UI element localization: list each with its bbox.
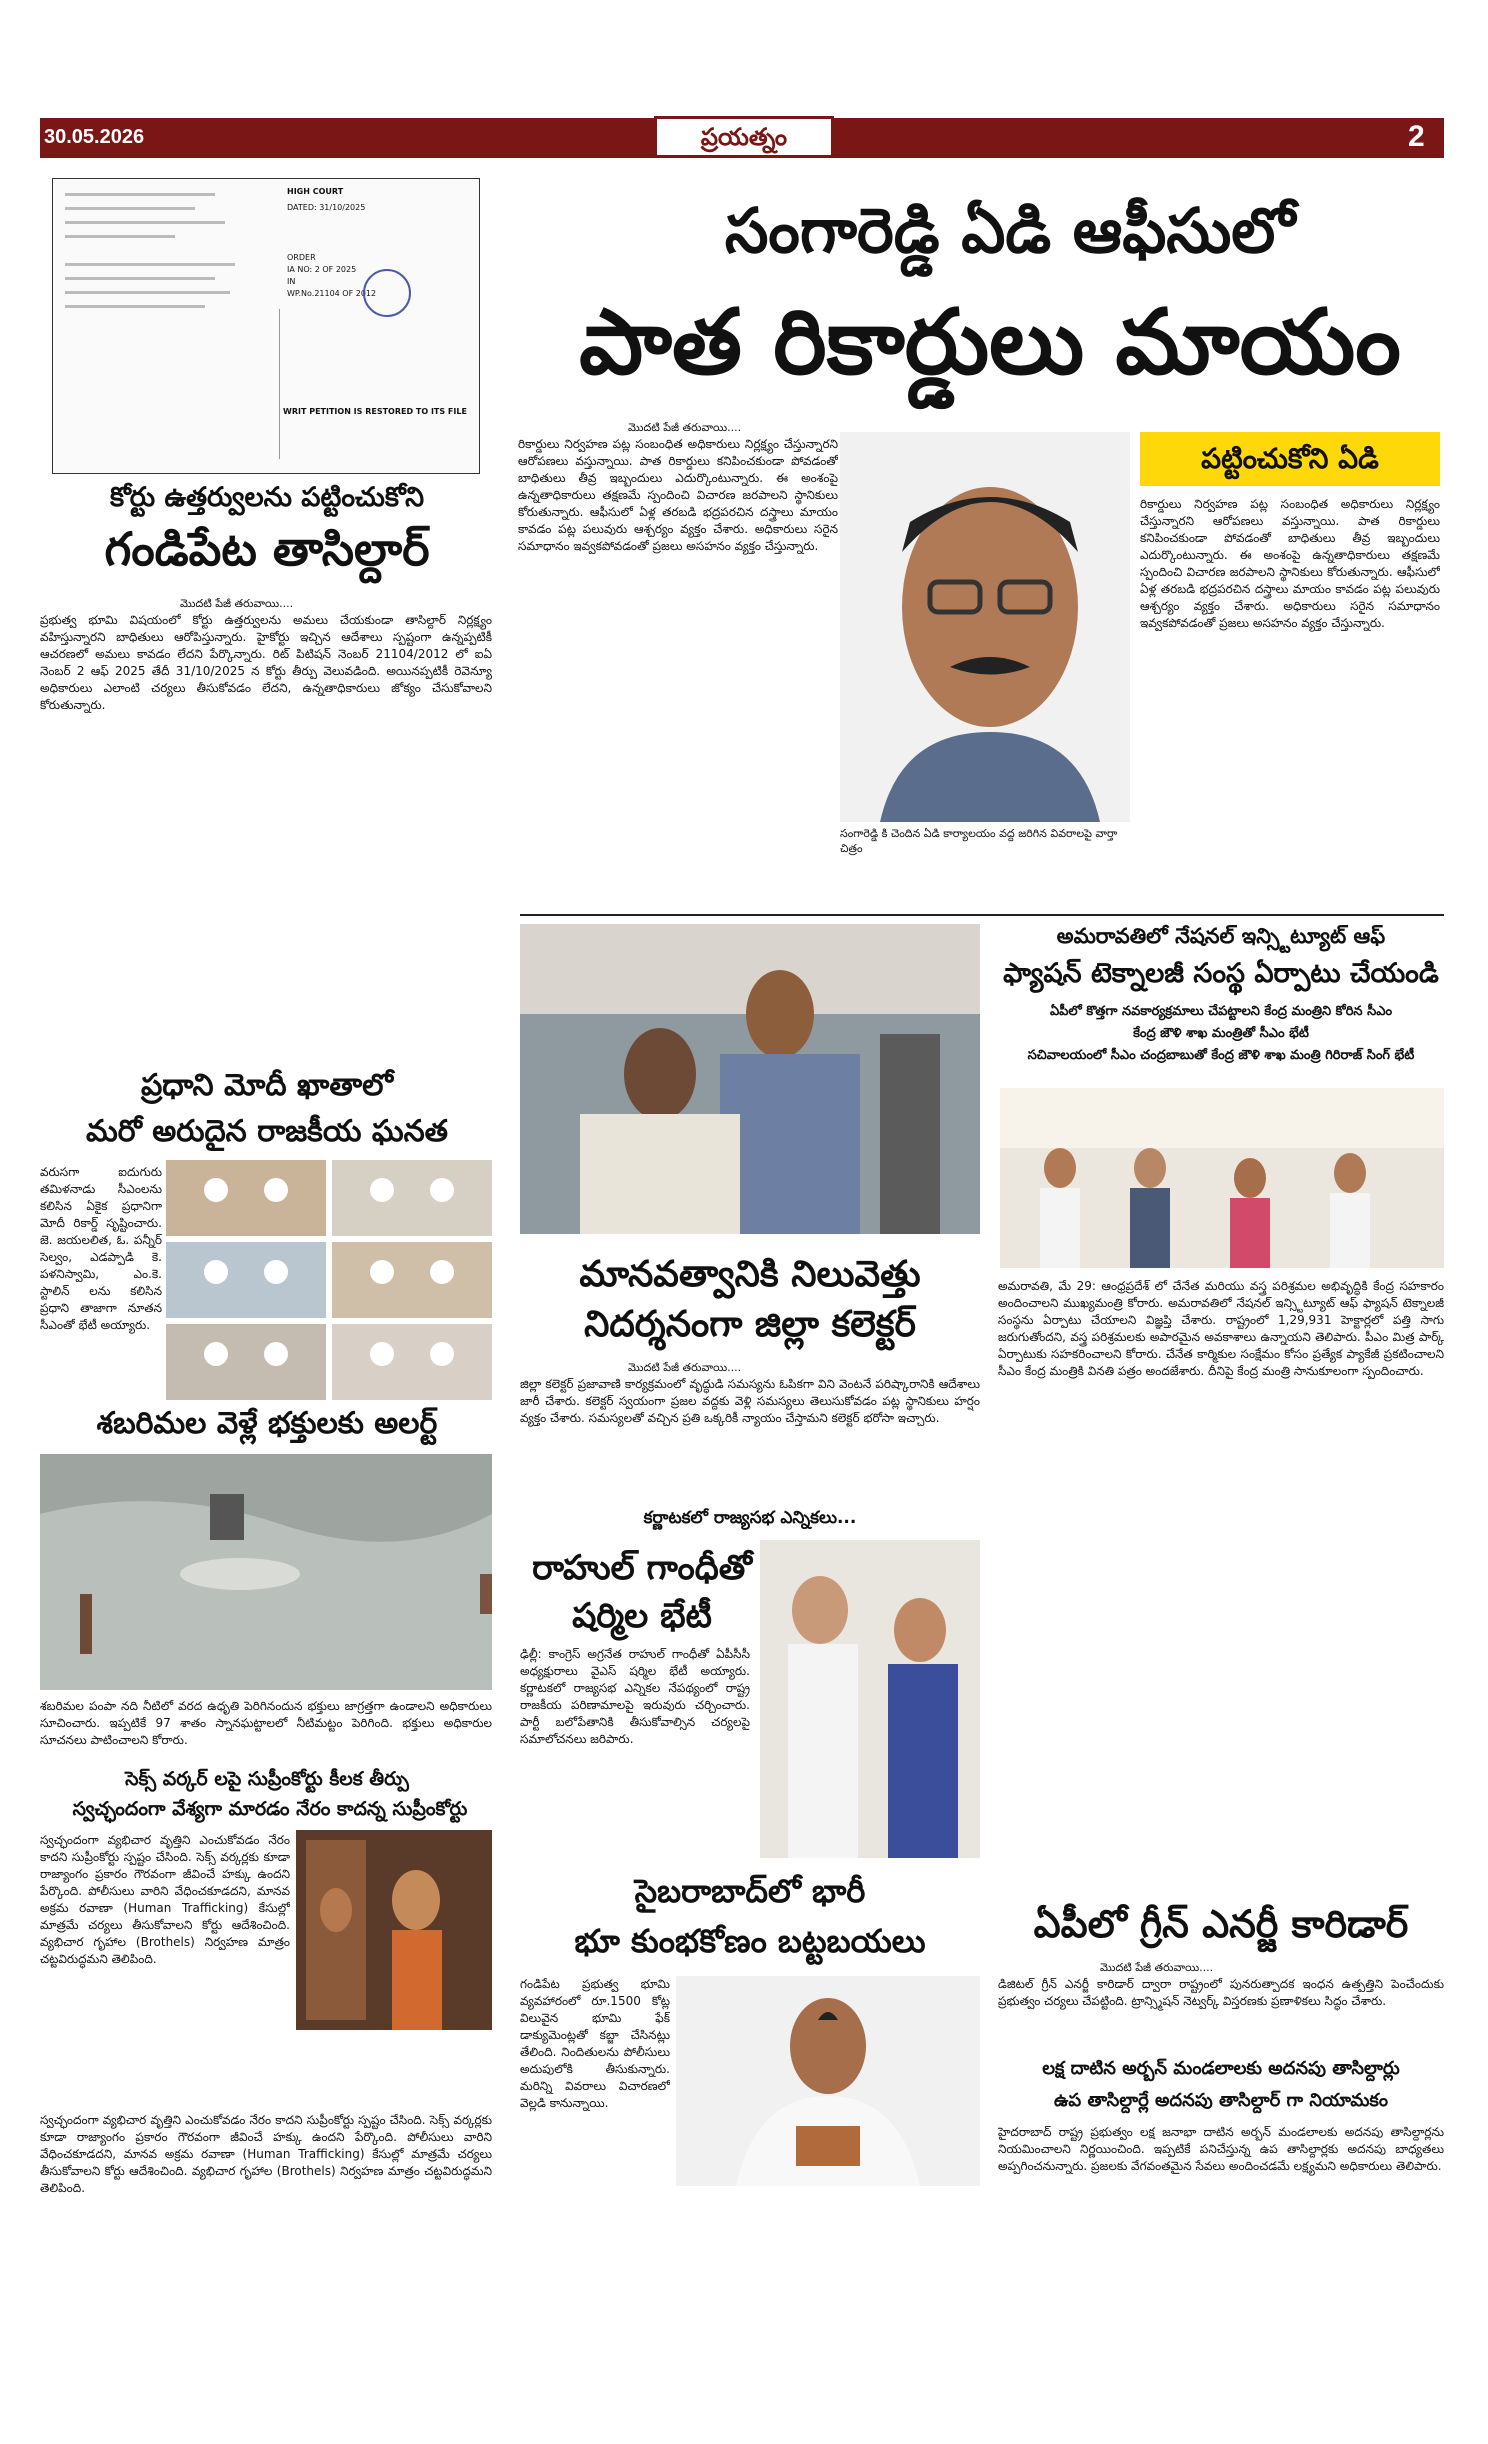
main-body: రికార్డులు నిర్వహణ పట్ల సంబంధిత అధికారులు నిర్లక్ష్యం చేస్తున్నారని ఆరోపణలు వస్తున్నాయి. పాత రికార్డులు కనిపించకుండా పోవడంతో బాధితులు తీవ్ర ఇబ్బందులు ఎదుర్కొంటున్నారు. ఈ అంశంపై ఉన్నతాధికారులు తక్షణమే స్పందించి విచారణ జరపాలని స్థానికులు కోరుతున్నారు. ఆఫీసులో ఏళ్ల తరబడి భద్రపరచిన దస్త్రాలు మాయం కావడం పట్ల పలువురు ఆశ్చర్యం వ్యక్తం చేశారు. అధికారులు సరైన సమాధానం ఇవ్వకపోవడంతో ప్రజలు అసహనం వ్యక్తం చేస్తున్నారు.	[518, 437, 838, 553]
gandipet-headline-2: గండిపేట తాసిల్దార్	[104, 522, 430, 576]
doc-order: ORDER	[287, 253, 316, 262]
modi-photo-collage	[166, 1160, 492, 1400]
rahul-kicker: కర్ణాటకలో రాజ్యసభ ఎన్నికలు...	[643, 1508, 857, 1528]
paper-logo: ప్రయత్నం	[654, 116, 834, 158]
supreme-headline-2: స్వచ్ఛందంగా వేశ్యగా మారడం నేరం కాదన్న సుప్రీంకోర్టు	[72, 1798, 468, 1820]
main-kicker: మొదటి పేజీ తరువాయి....	[628, 421, 742, 434]
collector-body: జిల్లా కలెక్టర్ ప్రజావాణి కార్యక్రమంలో వృద్ధుడి సమస్యను ఓపికగా విని వెంటనే పరిష్కారానికి ఆదేశాలు జారీ చేశారు. కలెక్టర్ స్వయంగా ప్రజల వద్దకు వెళ్లి సమస్యలు తెలుసుకోవడం పట్ల స్థానికులు హర్షం వ్యక్తం చేశారు. సమస్యలతో వచ్చిన ప్రతి ఒక్కరికీ న్యాయం చేస్తామని కలెక్టర్ భరోసా ఇచ్చారు.	[520, 1377, 980, 1425]
tahsildar-body: హైదరాబాద్ రాష్ట్ర ప్రభుత్వం లక్ష జనాభా దాటిన అర్బన్ మండలాలకు అదనపు తాసిల్దార్లను నియమించాలని నిర్ణయించింది. ఇప్పటికే పనిచేస్తున్న ఉప తాసిల్దార్లకు అదనపు బాధ్యతలు అప్పగించనున్నారు. ప్రజలకు వేగవంతమైన సేవలు అందించడమే లక్ష్యమని అధికారులు తెలిపారు.	[998, 2125, 1444, 2173]
collector-kicker: మొదటి పేజీ తరువాయి....	[628, 1361, 742, 1374]
rahul-headline-2: షర్మిల భేటీ	[572, 1596, 712, 1636]
tahsildar-headline-1: లక్ష దాటిన అర్బన్ మండలాలకు అదనపు తాసిల్దార్లు	[1042, 2058, 1400, 2079]
tahsildar-headline-2: ఉప తాసిల్దార్లే అదనపు తాసిల్దార్ గా నియామకం	[1054, 2090, 1388, 2111]
green-body: డిజిటల్ గ్రీన్ ఎనర్జీ కారిడార్ ద్వారా రాష్ట్రంలో పునరుత్పాదక ఇంధన ఉత్పత్తిని పెంచేందుకు ప్రభుత్వం చర్యలు చేపట్టింది. ట్రాన్స్మిషన్ నెట్వర్క్ విస్తరణకు ప్రణాళికలు సిద్ధం చేశారు.	[998, 1977, 1444, 2008]
green-kicker: మొదటి పేజీ తరువాయి....	[1100, 1961, 1214, 1974]
gandipet-headline-1: కోర్టు ఉత్తర్వులను పట్టించుకోని	[109, 482, 425, 513]
page-number: 2	[1408, 120, 1425, 153]
main-badge: పట్టించుకోని ఏడి	[1140, 432, 1440, 486]
cyberabad-body: గండిపేట ప్రభుత్వ భూమి వ్యవహారంలో రూ.1500 కోట్ల విలువైన భూమి ఫేక్ డాక్యుమెంట్లతో కబ్జా చేసినట్లు తేలింది. నిందితులను పోలీసులు అదుపులోకి తీసుకున్నారు. మరిన్ని వివరాలు విచారణలో వెల్లడి కానున్నాయి.	[520, 1977, 670, 2110]
doc-restored: WRIT PETITION IS RESTORED TO ITS FILE	[283, 407, 467, 416]
cyberabad-headline-2: భూ కుంభకోణం బట్టబయలు	[574, 1922, 926, 1960]
main-headline-top: సంగారెడ్డి ఏడి ఆఫీసులో	[724, 194, 1296, 267]
nift-headline-1: అమరావతిలో నేషనల్ ఇన్స్టిట్యూట్ ఆఫ్	[1056, 924, 1386, 948]
nift-sub-1: ఏపీలో కొత్తగా నవకార్యక్రమాలు చేపట్టాలని కేంద్ర మంత్రిని కోరిన సీఎం	[1049, 1004, 1393, 1019]
nift-meeting-photo	[1000, 1088, 1444, 1268]
doc-ia: IA NO: 2 OF 2025	[287, 265, 357, 274]
supreme-photo	[296, 1830, 492, 2030]
official-caption: సంగారెడ్డి కి చెందిన ఏడి కార్యాలయం వద్ద జరిగిన వివరాలపై వార్తా చిత్రం	[840, 827, 1118, 855]
doc-in: IN	[287, 277, 296, 286]
cyberabad-headline-1: సైబరాబాద్‌లో భారీ	[634, 1872, 866, 1910]
cyberabad-photo	[676, 1976, 980, 2186]
sabarimala-headline: శబరిమల వెళ్లే భక్తులకు అలర్ట్	[96, 1406, 438, 1441]
supreme-body-continued: స్వచ్ఛందంగా వ్యభిచార వృత్తిని ఎంచుకోవడం నేరం కాదని సుప్రీంకోర్టు స్పష్టం చేసింది. సెక్స్ వర్కర్లకు కూడా రాజ్యాంగం ప్రకారం గౌరవంగా జీవించే హక్కు ఉందని పేర్కొంది. పోలీసులు వారిని వేధించకూడదని, మానవ అక్రమ రవాణా (Human Trafficking) కేసుల్లో మాత్రమే చర్యలు తీసుకోవాలని కోర్టు ఆదేశించింది. వ్యభిచార గృహాల (Brothels) నిర్వహణ మాత్రం చట్టవిరుద్ధమని తెలిపింది.	[40, 2113, 492, 2195]
section-divider	[520, 914, 1444, 916]
collector-photo	[520, 924, 980, 1234]
nift-sub-3: సచివాలయంలో సీఎం చంద్రబాబుతో కేంద్ర జౌళి శాఖ మంత్రి గిరిరాజ్ సింగ్ భేటీ	[1027, 1048, 1415, 1063]
collector-headline-2: నిదర్శనంగా జిల్లా కలెక్టర్	[584, 1304, 916, 1345]
rahul-sharmila-photo	[760, 1540, 980, 1858]
gandipet-body: ప్రభుత్వ భూమి విషయంలో కోర్టు ఉత్తర్వులను అమలు చేయకుండా తాసిల్దార్ నిర్లక్ష్యం వహిస్తున్నారని బాధితులు ఆరోపిస్తున్నారు. హైకోర్టు ఇచ్చిన ఆదేశాలు స్పష్టంగా ఉన్నప్పటికీ ఆచరణలో అమలు కావడం లేదని పేర్కొన్నారు. రిట్ పిటిషన్ నెంబర్ 21104/2012 లో ఐఏ నెంబర్ 2 ఆఫ్ 2025 తేదీ 31/10/2025 న కోర్టు తీర్పు వెలువడింది. అయినప్పటికీ రెవెన్యూ అధికారులు ఎలాంటి చర్యలు తీసుకోవడం లేదని, ఉన్నతాధికారులు జోక్యం చేసుకోవాలని కోరుతున్నారు.	[40, 613, 492, 712]
green-headline: ఏపీలో గ్రీన్ ఎనర్జీ కారిడార్	[1033, 1902, 1409, 1946]
sabarimala-body: శబరిమల పంపా నది నీటిలో వరద ఉధృతి పెరిగినందున భక్తులు జాగ్రత్తగా ఉండాలని అధికారులు సూచించారు. ఇప్పటికే 97 శాతం స్నానఘట్టాలలో నీటిమట్టం పెరిగింది. భక్తులు అధికారుల సూచనలు పాటించాలని కోరారు.	[40, 1699, 492, 1747]
supreme-headline-1: సెక్స్ వర్కర్ లపై సుప్రీంకోర్టు కీలక తీర్పు	[125, 1768, 409, 1790]
issue-date: 30.05.2026	[44, 126, 145, 148]
doc-court: HIGH COURT	[287, 187, 344, 196]
main-body-continued: రికార్డులు నిర్వహణ పట్ల సంబంధిత అధికారులు నిర్లక్ష్యం చేస్తున్నారని ఆరోపణలు వస్తున్నాయి. పాత రికార్డులు కనిపించకుండా పోవడంతో బాధితులు తీవ్ర ఇబ్బందులు ఎదుర్కొంటున్నారు. ఈ అంశంపై ఉన్నతాధికారులు తక్షణమే స్పందించి విచారణ జరపాలని స్థానికులు కోరుతున్నారు. ఆఫీసులో ఏళ్ల తరబడి భద్రపరచిన దస్త్రాలు మాయం కావడం పట్ల పలువురు ఆశ్చర్యం వ్యక్తం చేశారు. అధికారులు సరైన సమాధానం ఇవ్వకపోవడంతో ప్రజలు అసహనం వ్యక్తం చేస్తున్నారు.	[1140, 497, 1440, 630]
nift-body: అమరావతి, మే 29: ఆంధ్రప్రదేశ్ లో చేనేత మరియు వస్త్ర పరిశ్రమల అభివృద్ధికి కేంద్ర సహకారం అందించాలని ముఖ్యమంత్రి కోరారు. అమరావతిలో నేషనల్ ఇన్స్టిట్యూట్ ఆఫ్ ఫ్యాషన్ టెక్నాలజీ సంస్థను ఏర్పాటు చేయాలని విజ్ఞప్తి చేశారు. రాష్ట్రంలో 1,29,931 హెక్టార్లలో పత్తి సాగు జరుగుతోందని, వస్త్ర పరిశ్రమలకు అపారమైన అవకాశాలు ఉన్నాయని తెలిపారు. పీఎం మిత్ర పార్క్ ఏర్పాటుకు సహకరించాలని కోరారు. చేనేత కార్మికుల సంక్షేమం కోసం ప్రత్యేక ప్యాకేజీ ప్రకటించాలని సీఎం కేంద్ర మంత్రికి వినతి పత్రం అందజేశారు. దీనిపై కేంద్ర మంత్రి సానుకూలంగా స్పందించారు.	[998, 1279, 1444, 1378]
modi-body: వరుసగా ఐదుగురు తమిళనాడు సీఎంలను కలిసిన ఏకైక ప్రధానిగా మోదీ రికార్డ్ సృష్టించారు. జె. జయలలిత, ఓ. పన్నీర్ సెల్వం, ఎడప్పాడి కె. పళనిస్వామి, ఎం.కె. స్టాలిన్ లను కలిసిన ప్రధాని తాజాగా నూతన సీఎంతో భేటీ అయ్యారు.	[40, 1165, 162, 1332]
court-document-image	[52, 178, 480, 474]
court-stamp	[363, 269, 411, 317]
collector-headline-1: మానవత్వానికి నిలువెత్తు	[579, 1254, 921, 1295]
official-photo	[840, 432, 1130, 822]
main-headline: పాత రికార్డులు మాయం	[579, 290, 1401, 395]
nift-headline-2: ఫ్యాషన్ టెక్నాలజీ సంస్థ ఏర్పాటు చేయండి	[1003, 958, 1439, 989]
sabarimala-photo	[40, 1454, 492, 1690]
supreme-body: స్వచ్ఛందంగా వ్యభిచార వృత్తిని ఎంచుకోవడం నేరం కాదని సుప్రీంకోర్టు స్పష్టం చేసింది. సెక్స్ వర్కర్లకు కూడా రాజ్యాంగం ప్రకారం గౌరవంగా జీవించే హక్కు ఉందని పేర్కొంది. పోలీసులు వారిని వేధించకూడదని, మానవ అక్రమ రవాణా (Human Trafficking) కేసుల్లో మాత్రమే చర్యలు తీసుకోవాలని కోర్టు ఆదేశించింది. వ్యభిచార గృహాల (Brothels) నిర్వహణ మాత్రం చట్టవిరుద్ధమని తెలిపింది.	[40, 1833, 290, 1966]
nift-sub-2: కేంద్ర జౌళి శాఖ మంత్రితో సీఎం భేటీ	[1133, 1026, 1309, 1041]
modi-headline-2: మరో అరుదైన రాజకీయ ఘనత	[86, 1114, 448, 1149]
modi-headline-1: ప్రధాని మోదీ ఖాతాలో	[140, 1068, 394, 1103]
rahul-headline-1: రాహుల్ గాంధీతో	[532, 1548, 752, 1588]
doc-dated: DATED: 31/10/2025	[287, 203, 366, 212]
rahul-body: ఢిల్లీ: కాంగ్రెస్ అగ్రనేత రాహుల్ గాంధీతో ఏపీసీసీ అధ్యక్షురాలు వైఎస్ షర్మిల భేటీ అయ్యారు. కర్ణాటకలో రాజ్యసభ ఎన్నికల నేపథ్యంలో రాష్ట్ర రాజకీయ పరిణామాలపై ఇరువురు చర్చించారు. పార్టీ బలోపేతానికి తీసుకోవాల్సిన చర్యలపై సమాలోచనలు జరిపారు.	[520, 1647, 750, 1746]
doc-wp: WP.No.21104 OF 2012	[287, 289, 377, 298]
gandipet-kicker: మొదటి పేజీ తరువాయి....	[180, 597, 294, 610]
